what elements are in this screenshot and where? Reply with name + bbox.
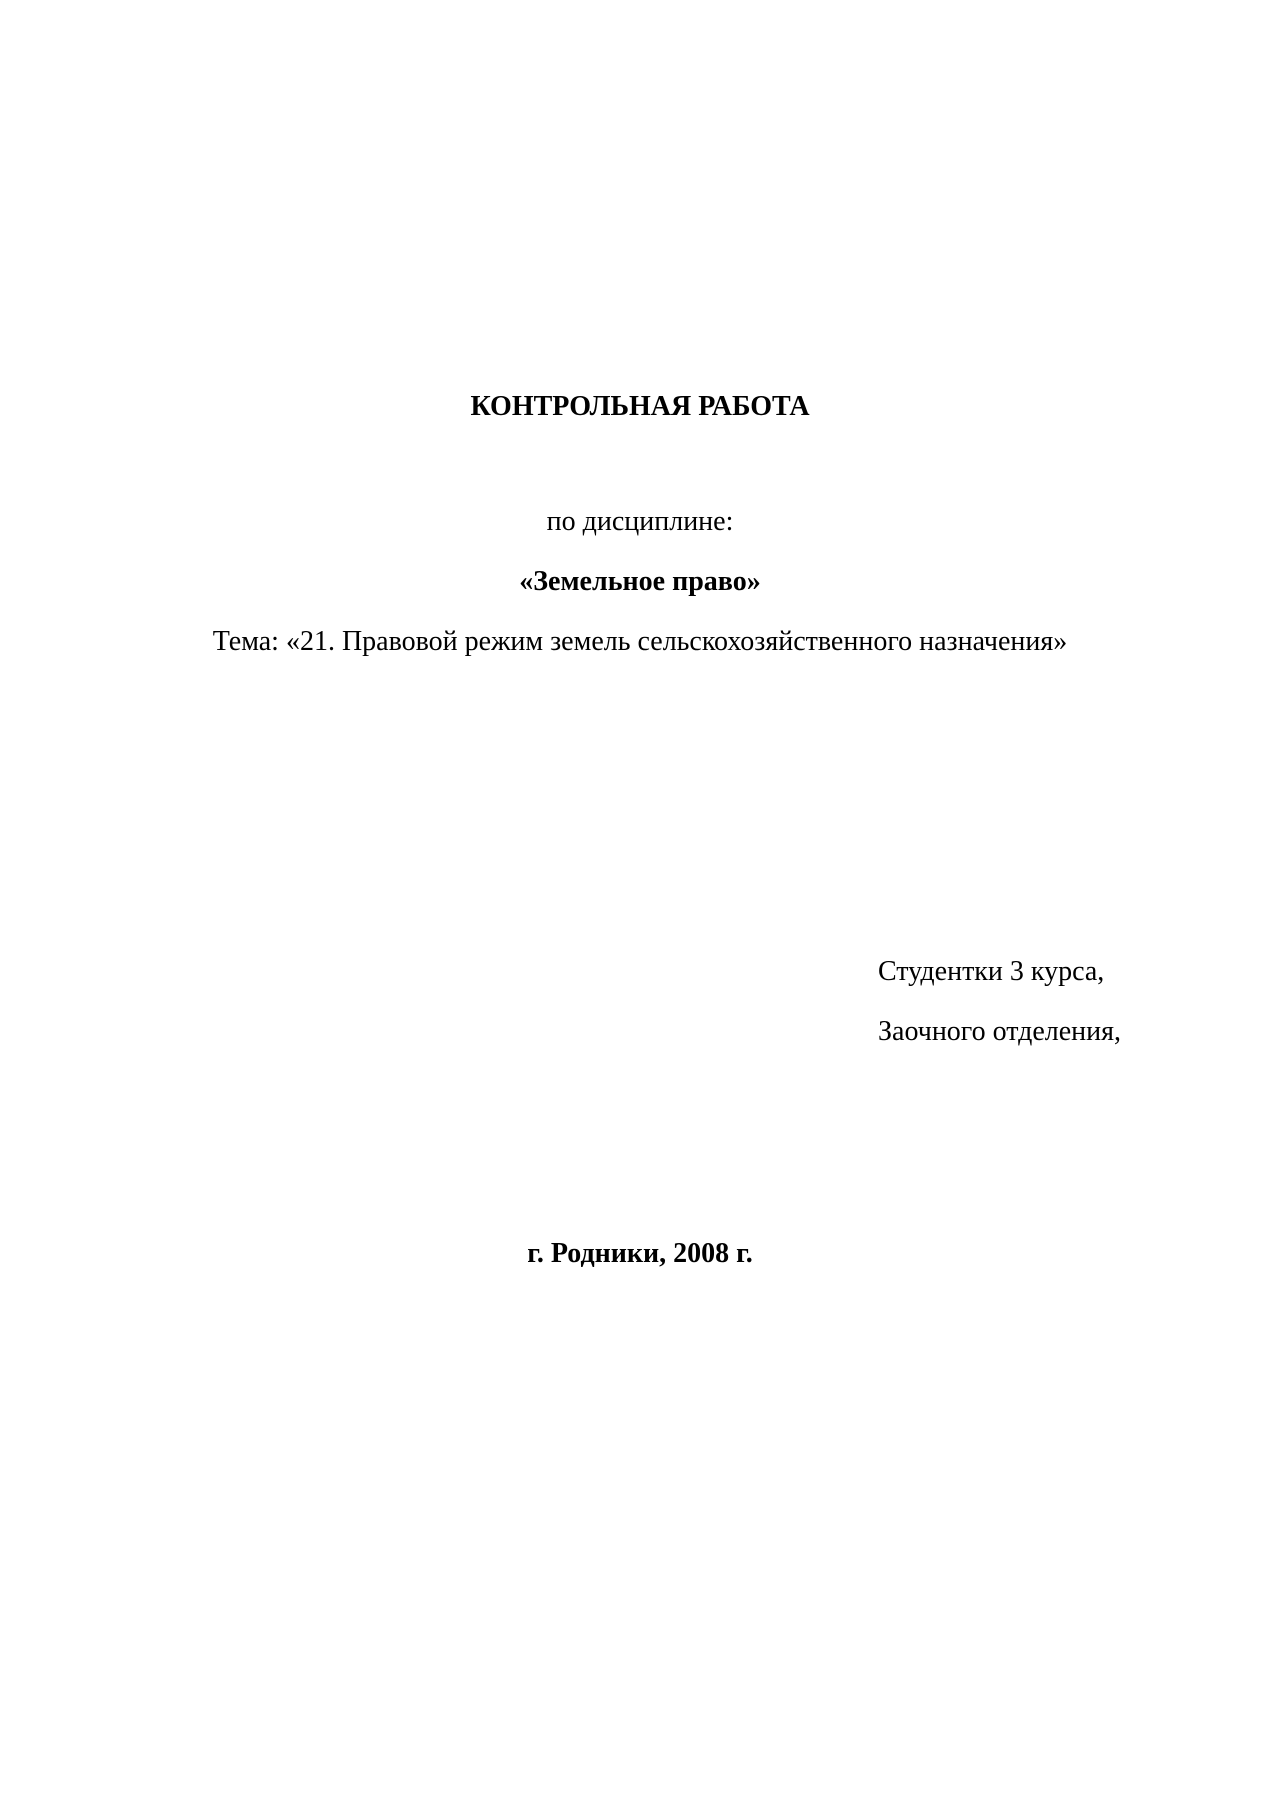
- document-title: КОНТРОЛЬНАЯ РАБОТА: [470, 391, 810, 422]
- topic-text: Тема: «21. Правовой режим земель сельскохозяйственного назначения»: [212, 626, 1068, 657]
- city-year-text: г. Родники, 2008 г.: [527, 1238, 753, 1269]
- subject-intro-text: по дисциплине:: [546, 506, 734, 537]
- student-department-text: Заочного отделения,: [878, 1016, 1122, 1047]
- subject-name: «Земельное право»: [519, 566, 761, 597]
- student-course-text: Студентки 3 курса,: [878, 956, 1105, 987]
